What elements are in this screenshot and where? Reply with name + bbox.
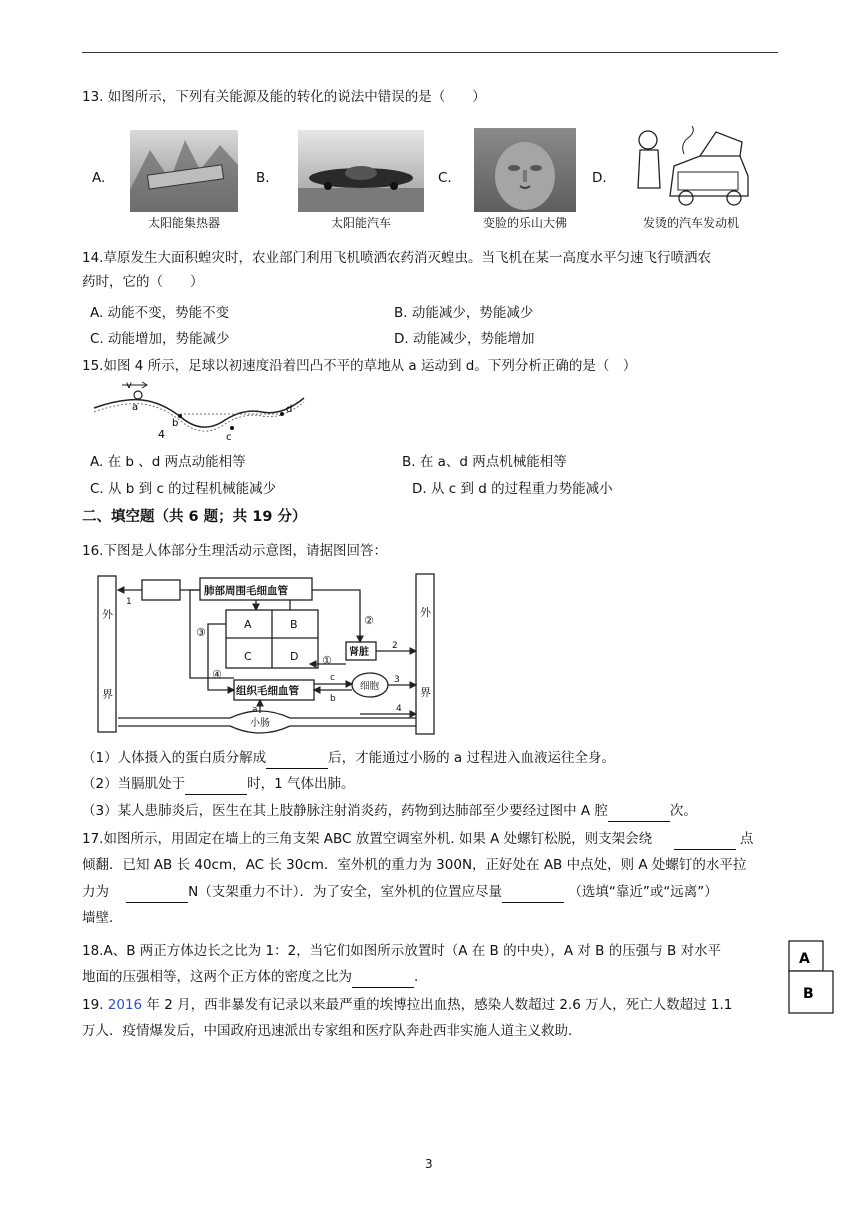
q16-sub3-post: 次。 <box>669 803 697 819</box>
q16-num-2: 2 <box>392 641 398 651</box>
q15-option-d: D. 从 c 到 d 的过程重力势能减小 <box>412 481 613 497</box>
q18-density-blank[interactable] <box>352 973 414 988</box>
q18-cubes-figure <box>786 938 836 1016</box>
q13-option-b-label: B. <box>256 170 270 186</box>
q16-num-3: 3 <box>394 675 400 685</box>
q18-line1: 18.A、B 两正方体边长之比为 1：2，当它们如图所示放置时（A 在 B 的中央），A 对 B 的压强与 B 对水平 <box>82 943 722 959</box>
q18-line2 <box>82 966 418 988</box>
q13-caption-d: 发烫的汽车发动机 <box>642 216 739 230</box>
q17-pivot-blank[interactable] <box>674 835 736 850</box>
q16-chamber-c: C <box>244 650 252 663</box>
q17-line2: 倾翻．已知 AB 长 40cm，AC 长 30cm．室外机的重力为 300N，正好处在 AB 中点处，则 A 处螺钉的水平拉 <box>82 857 747 873</box>
q13-option-d-label: D. <box>592 170 607 186</box>
q19-line2: 万人．疫情爆发后，中国政府迅速派出专家组和医疗队奔赴西非实施人道主义救助. <box>82 1023 573 1039</box>
solar-car-photo <box>298 130 424 212</box>
q18-cube-b-label: B <box>803 986 814 1002</box>
q14-option-a: A. 动能不变，势能不变 <box>90 305 230 321</box>
q15-figure-number: 4 <box>158 428 165 441</box>
q16-sub1 <box>82 747 615 769</box>
q15-terrain-figure <box>92 378 308 444</box>
q14-stem-line1: 14.草原发生大面积蝗灾时，农业部门利用飞机喷洒农药消灭蝗虫。当飞机在某一高度水平匀速飞行喷洒农 <box>82 250 711 266</box>
q16-circle-2: ② <box>364 614 374 627</box>
q18-line2-pre: 地面的压强相等，这两个正方体的密度之比为 <box>82 969 352 985</box>
q17-line3 <box>82 881 718 903</box>
q16-label-b: b <box>330 694 336 704</box>
q17-line3-pre: 力为 <box>82 884 109 900</box>
q13-stem: 13. 如图所示，下列有关能源及能的转化的说法中错误的是（ ） <box>82 89 486 105</box>
q15-option-c: C. 从 b 到 c 的过程机械能减少 <box>90 481 277 497</box>
q16-small-intestine: 小肠 <box>250 718 270 729</box>
hot-engine-cartoon <box>630 126 752 212</box>
q18-cube-a-label: A <box>799 951 810 967</box>
q16-sub2-blank[interactable] <box>185 780 247 795</box>
q17-line3-mid: N（支架重力不计）．为了安全，室外机的位置应尽量 <box>188 884 503 900</box>
q15-stem: 15.如图 4 所示，足球以初速度沿着凹凸不平的草地从 a 运动到 d。下列分析正确的是（ ） <box>82 358 637 374</box>
q15-label-c: c <box>226 432 232 443</box>
section-fill-in-heading: 二、填空题（共 6 题；共 19 分） <box>82 509 307 525</box>
q16-physiology-diagram <box>90 568 440 738</box>
q13-option-c-label: C. <box>438 170 452 186</box>
q19-prefix: 19. <box>82 997 108 1013</box>
q16-lung-capillaries: 肺部周围毛细血管 <box>204 585 288 597</box>
leshan-buddha-photo <box>474 128 576 212</box>
q17-position-blank[interactable] <box>502 888 564 903</box>
q16-waijie-right-bottom: 界 <box>420 686 431 699</box>
q16-chamber-b: B <box>290 618 298 631</box>
q15-label-a: a <box>132 402 139 413</box>
q19-year-link[interactable]: 2016 <box>107 997 143 1013</box>
header-rule <box>82 52 778 53</box>
q14-option-d: D. 动能减少，势能增加 <box>394 331 535 347</box>
q16-chamber-d: D <box>290 650 299 663</box>
q16-sub3-blank[interactable] <box>608 807 670 822</box>
q16-kidney: 肾脏 <box>349 647 369 658</box>
q19-line1 <box>82 994 732 1016</box>
q16-stem: 16.下图是人体部分生理活动示意图，请据图回答： <box>82 543 387 559</box>
q16-sub2 <box>82 773 354 795</box>
q17-force-blank[interactable] <box>126 888 188 903</box>
q14-option-c: C. 动能增加，势能减少 <box>90 331 230 347</box>
q16-waijie-left-bottom: 界 <box>102 688 113 701</box>
q16-tissue-capillaries: 组织毛细血管 <box>236 685 299 697</box>
q17-line1-post: 点 <box>739 831 754 847</box>
q16-waijie-left-top: 外 <box>102 608 113 621</box>
q16-circle-3: ③ <box>196 626 206 639</box>
q18-line2-post: . <box>414 969 419 985</box>
q16-circle-4: ④ <box>212 668 222 681</box>
q14-option-b: B. 动能减少，势能减少 <box>394 305 534 321</box>
q16-num-4: 4 <box>396 704 402 714</box>
q16-circle-1: ① <box>322 654 332 667</box>
q16-sub1-post: 后，才能通过小肠的 a 过程进入血液运往全身。 <box>328 750 615 766</box>
q17-line4: 墙壁． <box>82 910 123 926</box>
solar-collector-photo <box>130 130 238 212</box>
q17-line3-post: （选填“靠近”或“远离”） <box>568 884 718 900</box>
q16-num-1: 1 <box>126 597 132 607</box>
q19-line1-rest: 年 2 月，西非暴发有记录以来最严重的埃博拉出血热，感染人数超过 2.6 万人，死亡人数超过 1.1 <box>142 997 733 1013</box>
q15-label-v: v <box>126 380 132 391</box>
q13-caption-b: 太阳能汽车 <box>330 216 391 230</box>
q16-chamber-a: A <box>244 618 252 631</box>
q16-sub2-pre: （2）当膈肌处于 <box>82 776 186 792</box>
q15-option-b: B. 在 a、d 两点机械能相等 <box>402 454 567 470</box>
q16-label-a: a <box>252 705 258 715</box>
q16-sub2-post: 时，1 气体出肺。 <box>247 776 355 792</box>
q13-caption-a: 太阳能集热器 <box>147 216 220 230</box>
q16-label-c: c <box>330 673 335 683</box>
q16-sub1-pre: （1）人体摄入的蛋白质分解成 <box>82 750 267 766</box>
q13-option-a-label: A. <box>92 170 106 186</box>
q14-stem-line2: 药时，它的（ ） <box>82 274 204 290</box>
page-number: 3 <box>425 1157 433 1171</box>
q13-caption-c: 变脸的乐山大佛 <box>482 216 567 230</box>
q15-label-d: d <box>286 404 293 415</box>
q17-line1 <box>82 828 753 850</box>
q15-option-a: A. 在 b 、d 两点动能相等 <box>90 454 246 470</box>
q17-line1-pre: 17.如图所示，用固定在墙上的三角支架 ABC 放置空调室外机. 如果 A 处螺钉松脱，则支架会绕 <box>82 831 653 847</box>
q16-sub3-pre: （3）某人患肺炎后，医生在其上肢静脉注射消炎药，药物到达肺部至少要经过图中 A 腔 <box>82 803 608 819</box>
q15-label-b: b <box>172 418 179 429</box>
q16-waijie-right-top: 外 <box>420 606 431 619</box>
q16-sub1-blank[interactable] <box>266 754 328 769</box>
q16-cell: 细胞 <box>360 681 380 692</box>
q16-sub3 <box>82 800 697 822</box>
